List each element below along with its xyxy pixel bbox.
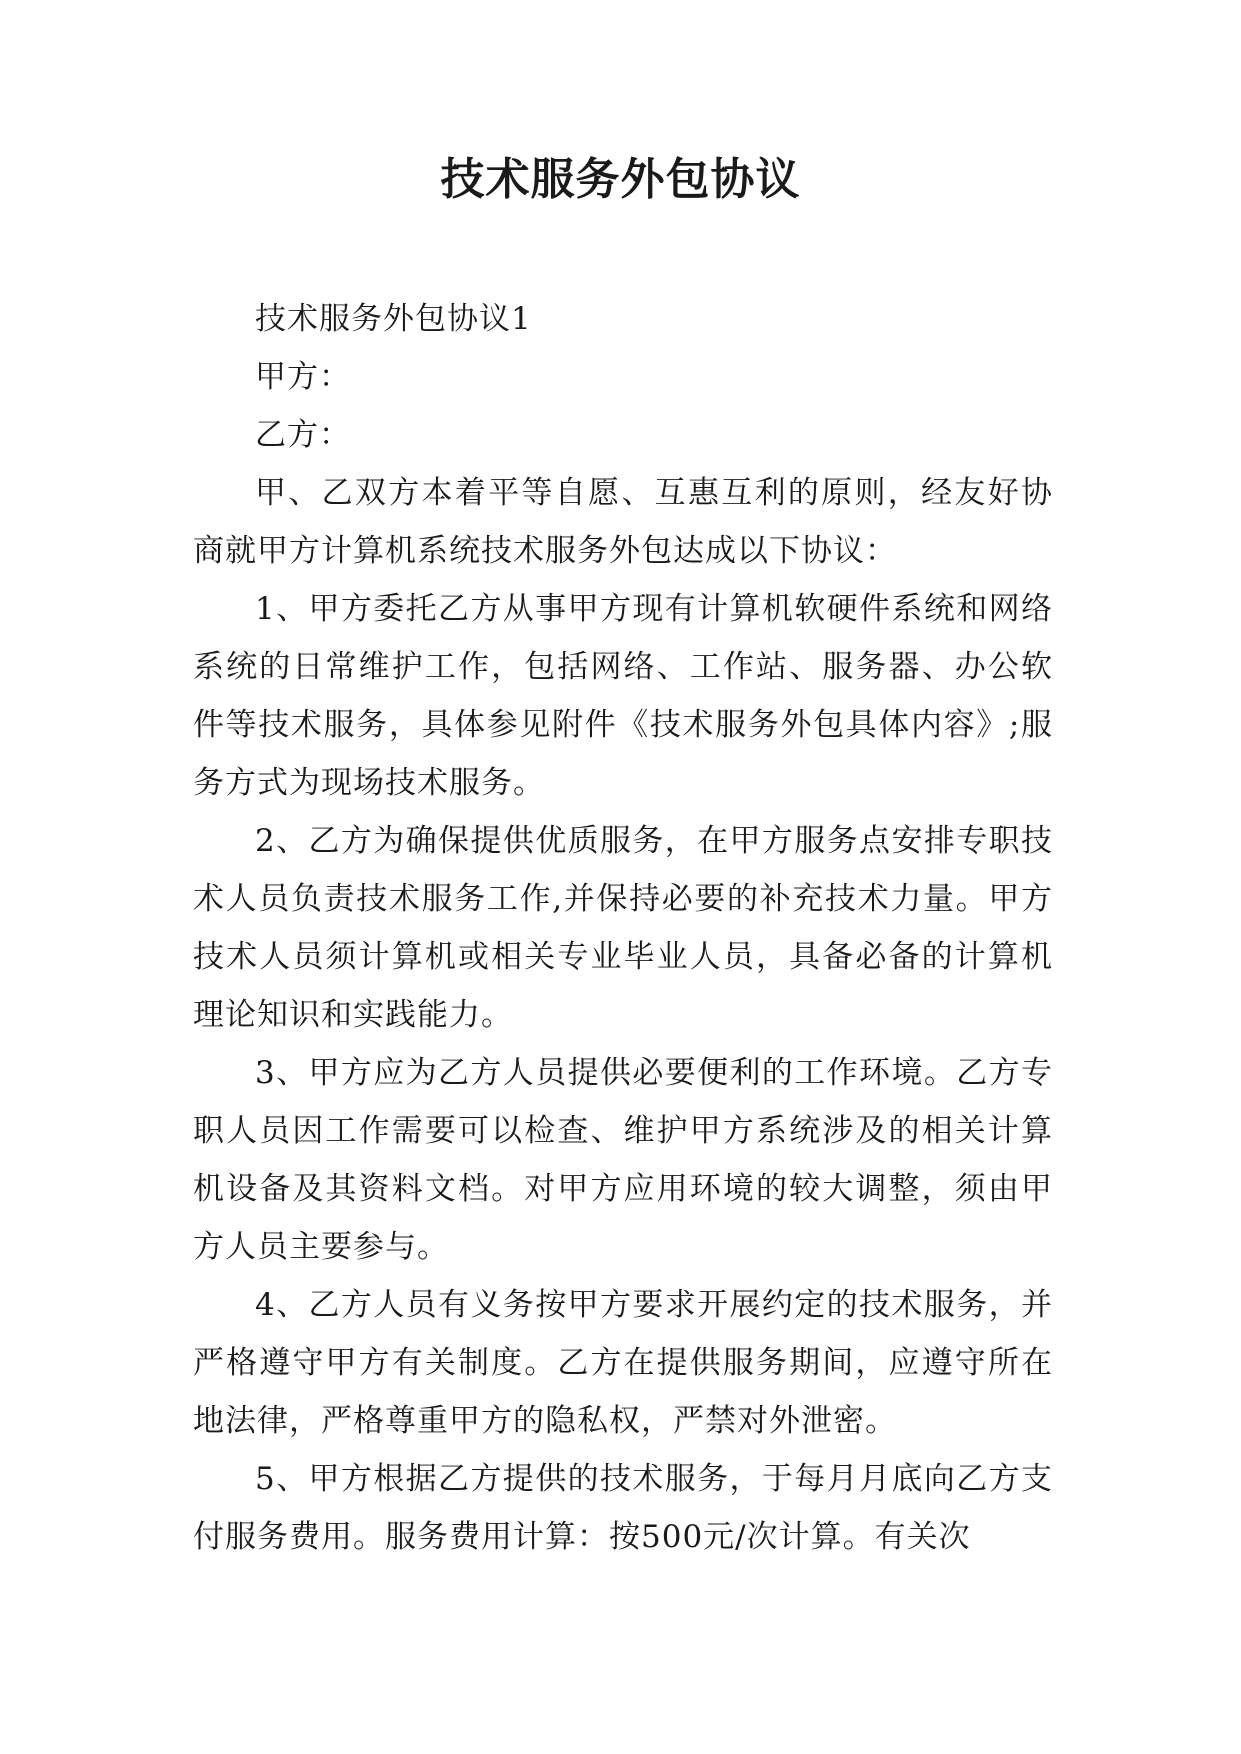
- paragraph-preamble: 甲、乙双方本着平等自愿、互惠互利的原则，经友好协商就甲方计算机系统技术服务外包达成以下协议：: [193, 475, 1053, 569]
- document-body: [193, 290, 1053, 1566]
- paragraph-clause-1: 1、甲方委托乙方从事甲方现有计算机软硬件系统和网络系统的日常维护工作，包括网络、工作站、服务器、办公软件等技术服务，具体参见附件《技术服务外包具体内容》;服务方式为现场技术服务。: [193, 591, 1053, 801]
- document-title: 技术服务外包协议: [440, 154, 801, 205]
- paragraph-clause-4: 4、乙方人员有义务按甲方要求开展约定的技术服务，并严格遵守甲方有关制度。乙方在提供服务期间，应遵守所在地法律，严格尊重甲方的隐私权，严禁对外泄密。: [193, 1287, 1053, 1439]
- paragraph-clause-3: 3、甲方应为乙方人员提供必要便利的工作环境。乙方专职人员因工作需要可以检查、维护甲方系统涉及的相关计算机设备及其资料文档。对甲方应用环境的较大调整，须由甲方人员主要参与。: [193, 1055, 1053, 1265]
- paragraph-party-b: 乙方：: [255, 417, 351, 453]
- paragraph-clause-5: 5、甲方根据乙方提供的技术服务，于每月月底向乙方支付服务费用。服务费用计算：按500元/次计算。有关次: [193, 1461, 1053, 1555]
- paragraph-heading: 技术服务外包协议1: [255, 301, 532, 337]
- paragraph-clause-2: 2、乙方为确保提供优质服务，在甲方服务点安排专职技术人员负责技术服务工作,并保持必要的补充技术力量。甲方技术人员须计算机或相关专业毕业人员，具备必备的计算机理论知识和实践能力。: [193, 823, 1053, 1033]
- paragraph-party-a: 甲方：: [255, 359, 351, 395]
